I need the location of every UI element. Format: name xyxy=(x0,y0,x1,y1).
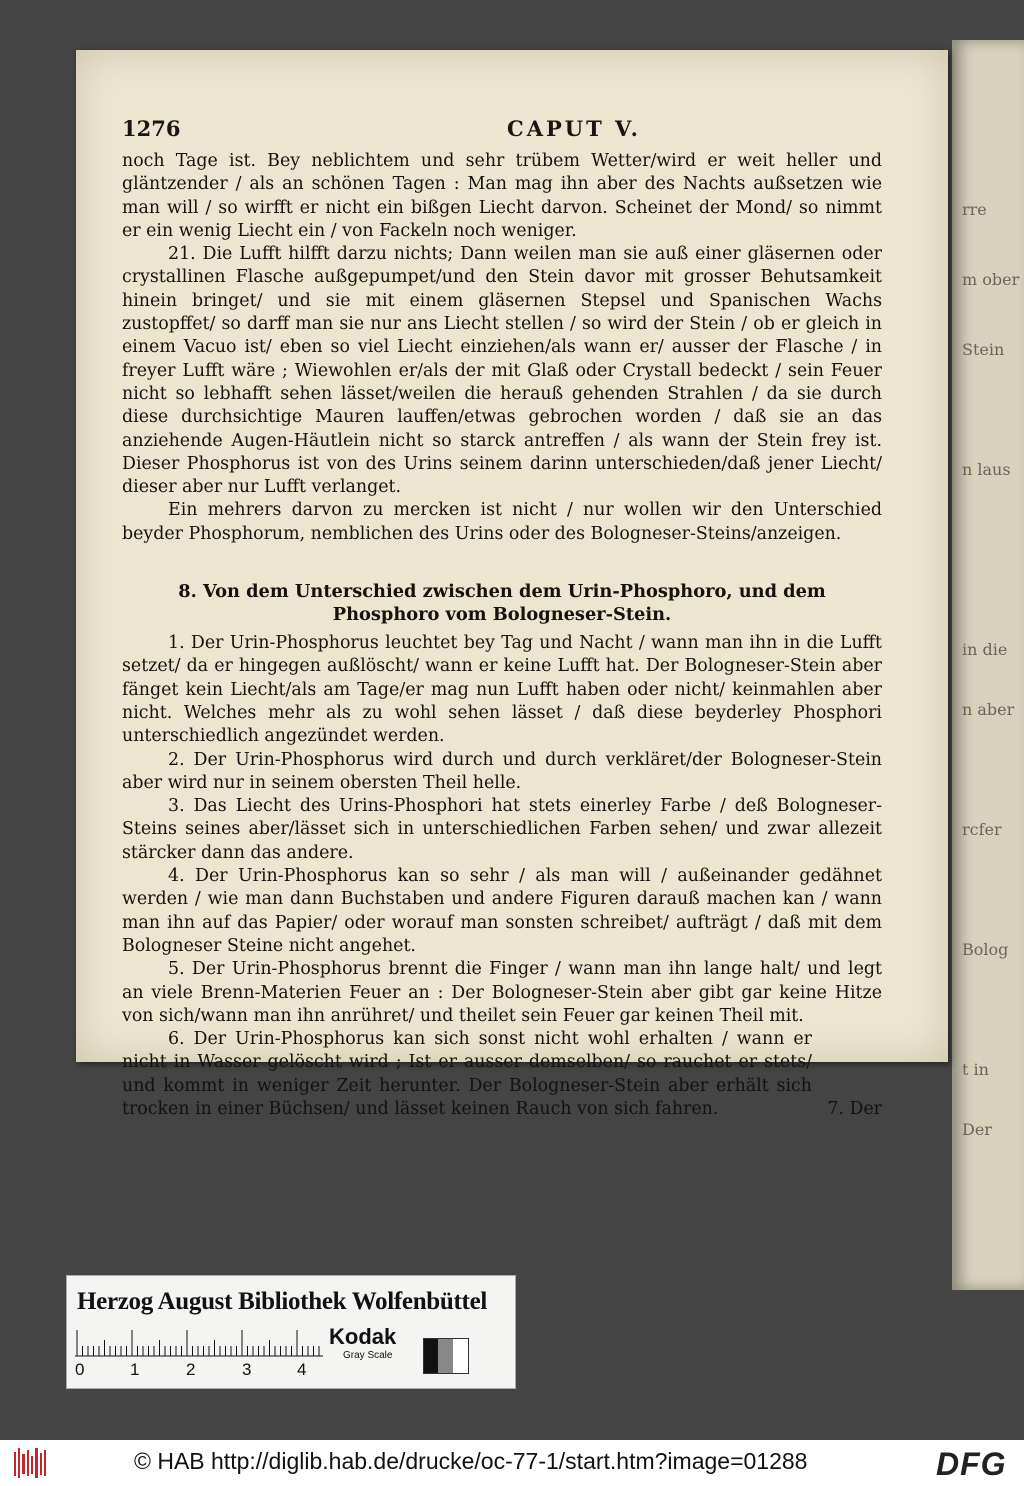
page-number: 1276 xyxy=(122,116,181,141)
section-heading-line-1: 8. Von dem Unterschied zwischen dem Urin-Phosphoro, und dem xyxy=(178,581,826,603)
facing-page-edge: rre m ober Stein n laus in die n aber rcfer Bolog t in Der xyxy=(952,40,1024,1290)
numbered-list xyxy=(122,632,882,1121)
ruler-digit: 3 xyxy=(242,1360,252,1379)
swatch-white xyxy=(453,1339,468,1373)
ruler-digit: 4 xyxy=(297,1360,307,1379)
library-name: Herzog August Bibliothek Wolfenbüttel xyxy=(77,1288,488,1315)
paragraph-summary: Ein mehrers darvon zu mercken ist nicht / nur wollen wir den Unterschied beyder Phosphorum, nemblichen des Urins oder des Bologneser-Steins/anzeigen. xyxy=(122,500,882,544)
list-item-5: 5. Der Urin-Phosphorus brennt die Finger / wann man ihn lange halt/ und legt an viele Brenn-Materien Feuer an : Der Bologneser-Stein aber gibt gar keine Hitze von sich/wann man ihn anrühret/ und theilet sein Feuer gar keinen Theil mit. xyxy=(122,959,882,1026)
gray-swatches xyxy=(423,1338,469,1374)
library-color-card xyxy=(66,1275,516,1389)
catchword: 7. Der xyxy=(827,1098,882,1119)
paragraph-continuation: noch Tage ist. Bey neblichtem und sehr trübem Wetter/wird er weit heller und gläntzender / als an schönen Tagen : Man mag ihn aber des Nachts außsetzen wie man will / so wirfft er nicht ein bißgen Liecht darvon. Scheinet der Mond/ so nimmt er ein wenig Liecht ein / von Fackeln noch weniger. xyxy=(122,151,882,241)
section-heading-line-2: Phosphoro vom Bologneser-Stein. xyxy=(332,604,672,626)
ruler-digit: 1 xyxy=(130,1360,140,1379)
gray-scale-label: Gray Scale xyxy=(343,1350,393,1361)
list-item-4: 4. Der Urin-Phosphorus kan so sehr / als man will / außeinander gedähnet werden / wie man dann Buchstaben und andere Figuren darauß machen kan / wann man ihn auf das Papier/ oder worauf man sonsten schreibet/ aufträgt / daß mit dem Bologneser Steine nicht angehet. xyxy=(122,866,882,956)
ruler-digits xyxy=(75,1360,325,1380)
section-heading xyxy=(122,580,882,626)
copyright-url[interactable]: © HAB http://diglib.hab.de/drucke/oc-77-1/start.htm?image=01288 xyxy=(134,1448,808,1474)
chapter-title: CAPUT V. xyxy=(507,116,641,141)
list-item-6: 6. Der Urin-Phosphorus kan sich sonst nicht wohl erhalten / wann er nicht in Wasser gelöscht wird ; Ist er ausser demselben/ so rauchet er stets/ und kommt in weniger Zeit herunter. Der Bologneser-Stein aber erhält sich trocken in einer Büchsen/ und lässet keinen Rauch von sich fahren. xyxy=(122,1029,812,1119)
kodak-logo: Kodak xyxy=(329,1324,397,1349)
last-item-wrapper xyxy=(122,1028,882,1121)
swatch-black xyxy=(424,1339,438,1373)
list-item-3: 3. Das Liecht des Urins-Phosphori hat stets einerley Farbe / deß Bologneser-Steins seines aber/lässet sich in unterschiedlichen Farben sehen/ und zwar allezeit stärcker dann das andere. xyxy=(122,796,882,863)
paragraph-21: 21. Die Lufft hilfft darzu nichts; Dann weilen man sie auß einer gläsernen oder crystallinen Flasche außgepumpet/und den Stein davor mit grosser Behutsamkeit hinein bringet/ und sie mit einem gläsernen Stepsel und Spanischen Wachs zustopffet/ so darff man sie nur ans Liecht stellen / so wird der Stein / ob er gleich in einem Vacuo ist/ eben so viel Liecht einziehen/als wann er/ ausser der Flasche / in freyer Lufft wäre ; Wiewohlen er/als der mit Glaß oder Crystall bedeckt / sein Feuer nicht so lebhafft sehen lässet/weilen die herauß gehenden Strahlen / da sie durch diese durchsichtige Mauren lauffen/etwas gebrochen worden / daß sie an das anziehende Augen-Häutlein nicht so starck antreffen / als wann der Stein frey ist. Dieser Phosphorus ist von des Urins seinem darinn unterschieden/daß jener Liecht/ dieser aber nur Lufft verlanget. xyxy=(122,244,882,498)
running-head xyxy=(122,116,882,142)
swatch-gray xyxy=(438,1339,453,1373)
ruler-digit: 0 xyxy=(75,1360,85,1379)
ruler-scale xyxy=(75,1328,323,1358)
main-text xyxy=(122,150,882,1121)
list-item-2: 2. Der Urin-Phosphorus wird durch und durch verkläret/der Bologneser-Stein aber wird nur in seinem obersten Theil helle. xyxy=(122,749,882,793)
dfg-logo: DFG xyxy=(936,1446,1007,1482)
footer-bar xyxy=(0,1440,1024,1486)
barcode-icon xyxy=(14,1448,46,1478)
list-item-1: 1. Der Urin-Phosphorus leuchtet bey Tag und Nacht / wann man ihn in die Lufft setzet/ da er hingegen außlöscht/ wann er keine Lufft hat. Der Bologneser-Stein aber fänget kein Liecht/als am Tage/er mag nun Lufft haben oder nicht/ keinmahlen aber nicht. Welches mehr als zu wohl sehen lässet / daß diese beyderley Phosphori unterschiedlich angezündet werden. xyxy=(122,633,882,747)
ruler-digit: 2 xyxy=(186,1360,196,1379)
